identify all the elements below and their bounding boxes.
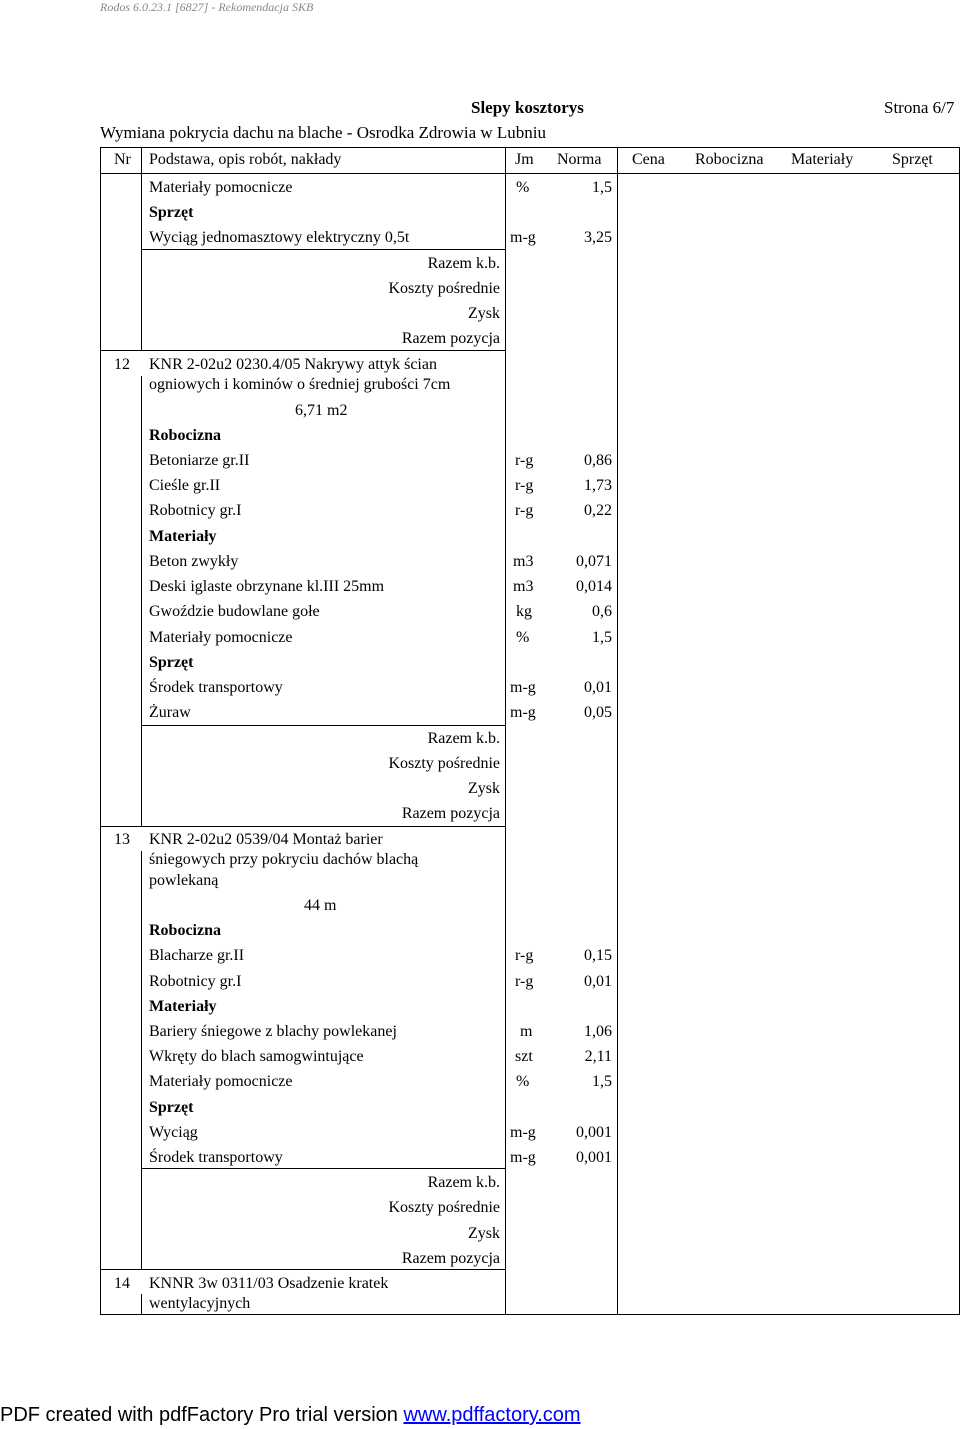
- resource-unit: %: [516, 629, 530, 646]
- resource-name: Deski iglaste obrzynane kl.III 25mm: [149, 578, 385, 595]
- position-quantity: 6,71 m2: [295, 402, 348, 419]
- section-heading-equipment: Sprzęt: [149, 1099, 194, 1116]
- nr-column-divider: [141, 376, 142, 826]
- resource-name: Beton zwykły: [149, 553, 239, 570]
- resource-norm: 0,071: [576, 553, 612, 570]
- position-separator: [100, 350, 505, 351]
- resource-norm: 0,15: [584, 947, 612, 964]
- position-total-label: Razem pozycja: [401, 330, 500, 347]
- resource-unit: m3: [513, 553, 534, 570]
- page-number: Strona 6/7: [884, 98, 955, 117]
- resource-name: Robotnicy gr.I: [149, 973, 242, 990]
- nr-column-divider: [141, 173, 142, 350]
- position-description: KNR 2-02u2 0539/04 Montaż barier: [149, 831, 383, 848]
- resource-name: Środek transportowy: [149, 679, 283, 696]
- header-bottom-border: [100, 173, 960, 174]
- indirect-costs-label: Koszty pośrednie: [388, 1199, 500, 1216]
- resource-norm: 0,6: [592, 603, 612, 620]
- resource-norm: 1,5: [592, 1073, 612, 1090]
- section-heading-equipment: Sprzęt: [149, 654, 194, 671]
- table-top-border: [100, 147, 960, 148]
- subtotal-separator: [141, 725, 505, 726]
- position-description: ogniowych i kominów o średniej grubości 7cm: [149, 376, 451, 393]
- column-header-nr: Nr: [114, 151, 131, 168]
- resource-unit: szt: [515, 1048, 533, 1065]
- resource-unit: r-g: [515, 947, 534, 964]
- resource-unit: m3: [513, 578, 534, 595]
- position-description: śniegowych przy pokryciu dachów blachą: [149, 851, 419, 868]
- column-header-unit: Jm: [515, 151, 534, 168]
- resource-name: Bariery śniegowe z blachy powlekanej: [149, 1023, 397, 1040]
- resource-unit: %: [516, 179, 530, 196]
- pdf-footer: [0, 1404, 581, 1427]
- resource-name: Robotnicy gr.I: [149, 502, 242, 519]
- position-description: wentylacyjnych: [149, 1295, 251, 1312]
- resource-norm: 1,06: [584, 1023, 612, 1040]
- position-total-label: Razem pozycja: [401, 1250, 500, 1267]
- pdf-footer-text: PDF created with pdfFactory Pro trial version: [0, 1404, 404, 1426]
- indirect-costs-label: Koszty pośrednie: [388, 280, 500, 297]
- resource-name: Gwoździe budowlane gołe: [149, 603, 320, 620]
- resource-norm: 0,001: [576, 1149, 612, 1166]
- resource-unit: m-g: [510, 229, 536, 246]
- resource-norm: 1,5: [592, 179, 612, 196]
- position-number: 13: [114, 831, 130, 848]
- resource-unit: r-g: [515, 973, 534, 990]
- position-description: KNR 2-02u2 0230.4/05 Nakrywy attyk ścian: [149, 356, 437, 373]
- section-heading-labor: Robocizna: [149, 922, 221, 939]
- unit-column-divider: [505, 147, 506, 1314]
- resource-name: Materiały pomocnicze: [149, 1073, 293, 1090]
- document-title: Slepy kosztorys: [471, 98, 584, 117]
- section-heading-materials: Materiały: [149, 998, 217, 1015]
- nr-column-divider: [141, 1294, 142, 1314]
- resource-name: Materiały pomocnicze: [149, 629, 293, 646]
- program-header: Rodos 6.0.23.1 [6827] - Rekomendacja SKB: [100, 0, 314, 14]
- resource-unit: m-g: [510, 1124, 536, 1141]
- resource-norm: 0,22: [584, 502, 612, 519]
- resource-unit: kg: [516, 603, 532, 620]
- resource-unit: m-g: [510, 1149, 536, 1166]
- resource-unit: r-g: [515, 502, 534, 519]
- resource-norm: 0,001: [576, 1124, 612, 1141]
- table-left-border: [100, 147, 101, 1314]
- column-header-basis: Podstawa, opis robót, nakłady: [149, 151, 342, 168]
- resource-name: Żuraw: [149, 704, 191, 721]
- position-quantity: 44 m: [304, 897, 337, 914]
- resource-norm: 0,01: [584, 973, 612, 990]
- resource-norm: 0,86: [584, 452, 612, 469]
- resource-unit: %: [516, 1073, 530, 1090]
- resource-norm: 3,25: [584, 229, 612, 246]
- subtotal-separator: [141, 249, 505, 250]
- resource-name: Środek transportowy: [149, 1149, 283, 1166]
- resource-name: Cieśle gr.II: [149, 477, 221, 494]
- document-subtitle: Wymiana pokrycia dachu na blache - Osrodka Zdrowia w Lubniu: [100, 123, 547, 142]
- position-separator: [100, 826, 505, 827]
- position-number: 14: [114, 1275, 130, 1292]
- section-heading-equipment: Sprzęt: [149, 204, 194, 221]
- resource-name: Wyciąg jednomasztowy elektryczny 0,5t: [149, 229, 410, 246]
- subtotal-separator: [141, 1168, 505, 1169]
- profit-label: Zysk: [468, 780, 500, 797]
- subtotal-label: Razem k.b.: [427, 730, 500, 747]
- resource-unit: r-g: [515, 452, 534, 469]
- resource-norm: 2,11: [584, 1048, 612, 1065]
- resource-norm: 0,01: [584, 679, 612, 696]
- column-header-materials: Materiały: [791, 151, 854, 168]
- position-description: KNNR 3w 0311/03 Osadzenie kratek: [149, 1275, 389, 1292]
- indirect-costs-label: Koszty pośrednie: [388, 755, 500, 772]
- norm-column-divider: [617, 147, 618, 1314]
- column-header-equipment: Sprzęt: [892, 151, 933, 168]
- pdf-footer-link[interactable]: www.pdffactory.com: [403, 1404, 581, 1426]
- profit-label: Zysk: [468, 1225, 500, 1242]
- table-bottom-border: [100, 1314, 960, 1315]
- column-header-labor: Robocizna: [695, 151, 764, 168]
- resource-name: Blacharze gr.II: [149, 947, 245, 964]
- position-number: 12: [114, 356, 130, 373]
- resource-unit: m: [520, 1023, 533, 1040]
- position-separator: [100, 1269, 505, 1270]
- column-header-price: Cena: [632, 151, 665, 168]
- resource-norm: 0,05: [584, 704, 612, 721]
- resource-name: Wkręty do blach samogwintujące: [149, 1048, 364, 1065]
- position-description: powlekaną: [149, 872, 219, 889]
- section-heading-materials: Materiały: [149, 528, 217, 545]
- resource-name: Betoniarze gr.II: [149, 452, 250, 469]
- section-heading-labor: Robocizna: [149, 427, 221, 444]
- subtotal-label: Razem k.b.: [427, 255, 500, 272]
- resource-unit: m-g: [510, 704, 536, 721]
- resource-norm: 1,5: [592, 629, 612, 646]
- resource-unit: m-g: [510, 679, 536, 696]
- nr-column-divider: [141, 851, 142, 1269]
- resource-unit: r-g: [515, 477, 534, 494]
- profit-label: Zysk: [468, 305, 500, 322]
- resource-name: Materiały pomocnicze: [149, 179, 293, 196]
- subtotal-label: Razem k.b.: [427, 1174, 500, 1191]
- column-header-norm: Norma: [557, 151, 602, 168]
- resource-name: Wyciąg: [149, 1124, 198, 1141]
- resource-norm: 0,014: [576, 578, 612, 595]
- resource-norm: 1,73: [584, 477, 612, 494]
- header-divider-nr: [141, 147, 142, 173]
- position-total-label: Razem pozycja: [401, 805, 500, 822]
